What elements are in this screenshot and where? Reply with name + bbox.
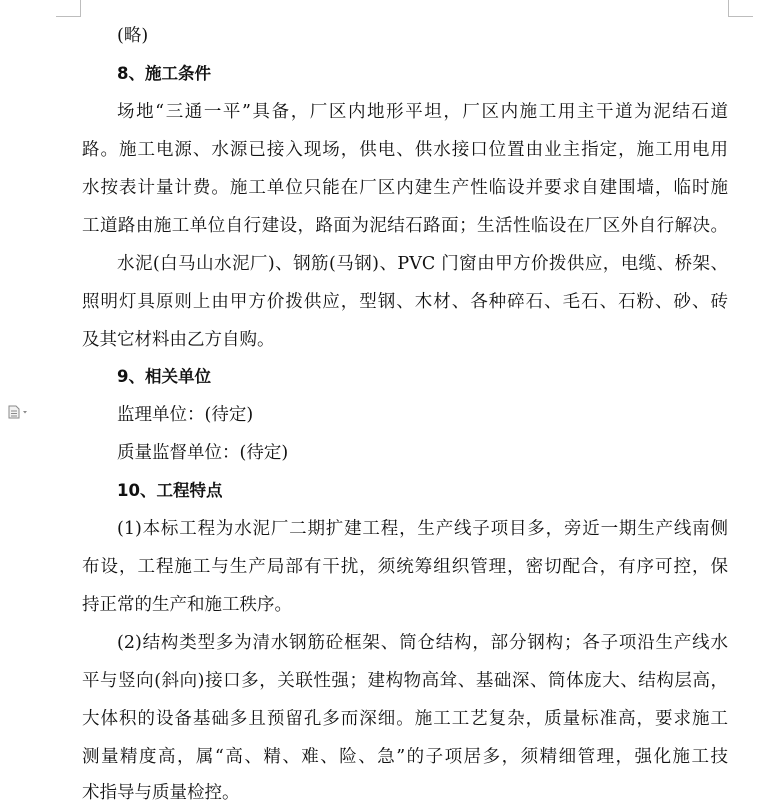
quality-supervision-line: 质量监督单位：(待定) — [117, 443, 289, 463]
page-corner-mark-right — [728, 0, 753, 17]
section-heading-10: 10、工程特点 — [117, 481, 223, 500]
paragraph-line: 水按表计量计费。施工单位只能在厂区内建生产性临设并要求自建围墙，临时施 — [82, 178, 728, 198]
supervisor-unit-line: 监理单位：(待定) — [117, 405, 254, 425]
paragraph-line: 场地“三通一平”具备，厂区内地形平坦，厂区内施工用主干道为泥结石道 — [117, 102, 728, 122]
paragraph-line: 及其它材料由乙方自购。 — [82, 330, 275, 350]
section-heading-9: 9、相关单位 — [117, 367, 211, 386]
omitted-note: (略) — [117, 26, 149, 46]
paragraph-line: 水泥(白马山水泥厂)、钢筋(马钢)、PVC 门窗由甲方价拨供应，电缆、桥架、 — [117, 254, 728, 274]
paragraph-line: 工道路由施工单位自行建设，路面为泥结石路面；生活性临设在厂区外自行解决。 — [82, 216, 728, 236]
paragraph-line: 布设，工程施工与生产局部有干扰，须统筹组织管理，密切配合，有序可控，保 — [82, 557, 728, 577]
paragraph-line: 测量精度高，属“高、精、难、险、急”的子项居多，须精细管理，强化施工技 — [82, 747, 728, 767]
paragraph-line: 术指导与质量检控。 — [82, 783, 240, 803]
paragraph-line: 大体积的设备基础多且预留孔多而深细。施工工艺复杂，质量标准高，要求施工 — [82, 709, 728, 729]
paragraph-line: 持正常的生产和施工秩序。 — [82, 595, 292, 615]
paragraph-line: (1)本标工程为水泥厂二期扩建工程，生产线子项目多，旁近一期生产线南侧 — [117, 519, 728, 539]
paragraph-line: 路。施工电源、水源已接入现场，供电、供水接口位置由业主指定，施工用电用 — [82, 140, 728, 160]
paragraph-line: 平与竖向(斜向)接口多，关联性强；建构物高耸、基础深、筒体庞大、结构层高， — [82, 671, 728, 691]
page-corner-mark-left — [56, 0, 81, 17]
paragraph-line: 照明灯具原则上由甲方价拨供应，型钢、木材、各种碎石、毛石、石粉、砂、砖 — [82, 292, 728, 312]
paragraph-options-icon[interactable] — [8, 404, 30, 418]
section-heading-8: 8、施工条件 — [117, 64, 211, 83]
paragraph-line: (2)结构类型多为清水钢筋砼框架、筒仓结构，部分钢构；各子项沿生产线水 — [117, 633, 728, 653]
